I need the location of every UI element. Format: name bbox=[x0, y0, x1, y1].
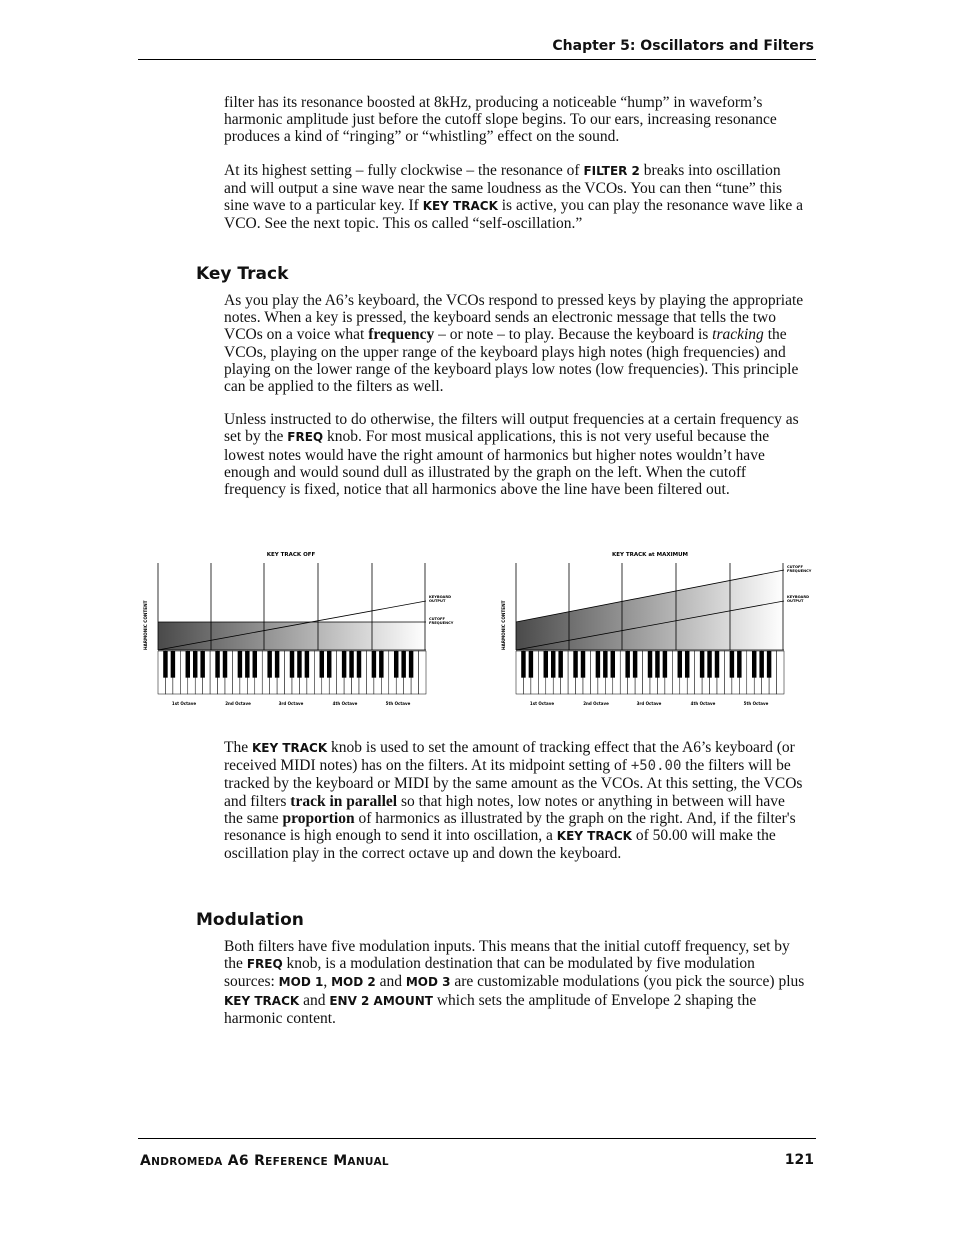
right-octave-2: 2nd Octave bbox=[583, 701, 609, 706]
black-key bbox=[544, 651, 548, 678]
right-octave-1: 1st Octave bbox=[529, 701, 555, 706]
lcd-value: +50.00 bbox=[630, 758, 682, 775]
black-key bbox=[737, 651, 741, 678]
black-key bbox=[342, 651, 346, 678]
black-key bbox=[193, 651, 197, 678]
black-key bbox=[767, 651, 771, 678]
black-key bbox=[357, 651, 361, 678]
black-key bbox=[349, 651, 353, 678]
modulation-section bbox=[224, 938, 806, 1043]
right-harmonic-area bbox=[516, 570, 784, 650]
black-key bbox=[678, 651, 682, 678]
black-key bbox=[715, 651, 719, 678]
mod2-key: MOD 2 bbox=[331, 975, 376, 990]
black-key bbox=[603, 651, 607, 678]
key-track-paragraph-3: The KEY TRACK knob is used to set the amount of tracking effect that the A6’s keyboard (or received MIDI notes) has on the filters. At its midpoint setting of +50.00 the filters will be tracked by the keyboard or MIDI by the same amount as the VCOs. At this setting, the VCOs and filters track in parallel so that high notes, low notes or anything in between will have the same proportion of harmonics as illustrated by the graph on the right. And, if the filter's resonance is high enough to send it into oscillation, a KEY TRACK of 50.00 will make the oscillation play in the correct octave up and down the keyboard. bbox=[224, 739, 803, 863]
black-key bbox=[529, 651, 533, 678]
black-key bbox=[238, 651, 242, 678]
key-track-section-top bbox=[224, 292, 806, 514]
black-key bbox=[290, 651, 294, 678]
black-key bbox=[573, 651, 577, 678]
right-octave-3: 3rd Octave bbox=[636, 701, 662, 706]
header-rule bbox=[138, 59, 816, 60]
white-key bbox=[777, 651, 784, 694]
white-key bbox=[419, 651, 426, 694]
keytrack-key-1: KEY TRACK bbox=[251, 741, 328, 755]
black-key bbox=[633, 651, 637, 678]
key-track-heading: Key Track bbox=[196, 264, 289, 284]
key-track-off-graph bbox=[140, 545, 460, 710]
right-octave-4: 4th Octave bbox=[690, 701, 716, 706]
left-octave-3: 3rd Octave bbox=[278, 701, 304, 706]
intro-paragraph-1: filter has its resonance boosted at 8kHz, producing a noticeable “hump” in waveform’s harmonic amplitude just before the cutoff slope begins. To our ears, increasing resonance produces a kind of “ringing” or “whistling” effect on the sound. bbox=[224, 94, 777, 146]
key-track-max-svg bbox=[498, 545, 818, 710]
black-key bbox=[327, 651, 331, 678]
black-key bbox=[655, 651, 659, 678]
manual-title: ANDROMEDA A6 REFERENCE MANUAL bbox=[140, 1153, 389, 1169]
key-track-off-svg bbox=[140, 545, 460, 710]
black-key bbox=[200, 651, 204, 678]
black-key bbox=[521, 651, 525, 678]
black-key bbox=[372, 651, 376, 678]
black-key bbox=[223, 651, 227, 678]
chapter-title: Chapter 5: Oscillators and Filters bbox=[552, 38, 814, 54]
left-ylabel: HARMONIC CONTENT bbox=[143, 600, 148, 650]
black-key bbox=[297, 651, 301, 678]
modulation-heading: Modulation bbox=[196, 910, 304, 930]
black-key bbox=[558, 651, 562, 678]
page-number: 121 bbox=[784, 1152, 814, 1168]
black-key bbox=[401, 651, 405, 678]
left-label-keyboard: KEYBOARD OUTPUT bbox=[429, 595, 452, 603]
right-octave-5: 5th Octave bbox=[743, 701, 769, 706]
black-key bbox=[163, 651, 167, 678]
right-label-keyboard: KEYBOARD OUTPUT bbox=[787, 595, 810, 603]
black-key bbox=[275, 651, 279, 678]
filter2-key: FILTER 2 bbox=[583, 163, 640, 178]
black-key bbox=[245, 651, 249, 678]
black-key bbox=[305, 651, 309, 678]
black-key bbox=[663, 651, 667, 678]
left-octave-2: 2nd Octave bbox=[225, 701, 251, 706]
right-graph-title: KEY TRACK at MAXIMUM bbox=[611, 552, 689, 558]
black-key bbox=[707, 651, 711, 678]
black-key bbox=[215, 651, 219, 678]
mod1-key: MOD 1 bbox=[278, 975, 324, 990]
black-key bbox=[186, 651, 190, 678]
footer-rule bbox=[138, 1138, 816, 1139]
left-octave-1: 1st Octave bbox=[171, 701, 197, 706]
left-harmonic-area bbox=[158, 622, 426, 650]
freq-key-mod: FREQ bbox=[246, 957, 283, 972]
black-key bbox=[581, 651, 585, 678]
black-key bbox=[551, 651, 555, 678]
right-keyboard bbox=[516, 651, 784, 694]
black-key bbox=[611, 651, 615, 678]
black-key bbox=[685, 651, 689, 678]
key-track-max-graph bbox=[498, 545, 818, 710]
key-track-paragraph-2: Unless instructed to do otherwise, the filters will output frequencies at a certain frequency as set by the FREQ knob. For most musical applications, this is not very useful because the lowest notes would have the right amount of harmonics but higher notes wouldn’t have enough and would sound dull as illustrated by the graph on the left. When the cutoff frequency is fixed, notice that all harmonics above the line have been filtered out. bbox=[224, 411, 799, 499]
left-graph-title: KEY TRACK OFF bbox=[266, 552, 316, 558]
black-key bbox=[648, 651, 652, 678]
black-key bbox=[171, 651, 175, 678]
left-octave-4: 4th Octave bbox=[332, 701, 358, 706]
black-key bbox=[379, 651, 383, 678]
right-label-cutoff: CUTOFF FREQUENCY bbox=[787, 565, 812, 573]
env2-amount-key: ENV 2 AMOUNT bbox=[329, 993, 433, 1008]
keytrack-key-mod: KEY TRACK bbox=[224, 993, 300, 1008]
left-label-cutoff: CUTOFF FREQUENCY bbox=[429, 617, 454, 625]
black-key bbox=[596, 651, 600, 678]
black-key bbox=[625, 651, 629, 678]
black-key bbox=[253, 651, 257, 678]
keytrack-key-2: KEY TRACK bbox=[556, 829, 632, 844]
black-key bbox=[759, 651, 763, 678]
black-key bbox=[394, 651, 398, 678]
black-key bbox=[409, 651, 413, 678]
key-track-section-bottom bbox=[224, 739, 806, 878]
left-octave-5: 5th Octave bbox=[385, 701, 411, 706]
black-key bbox=[752, 651, 756, 678]
intro-paragraph-2: At its highest setting – fully clockwise – the resonance of FILTER 2 breaks into oscillation and will output a sine wave near the same loudness as the VCOs. You can then “tune” this sine wave to a particular key. If KEY TRACK is active, you can play the resonance wave like a VCO. See the next topic. This os called “self-oscillation.” bbox=[224, 161, 804, 233]
modulation-paragraph: Both filters have five modulation inputs. This means that the initial cutoff frequency, set by the FREQ knob, is a modulation destination that can be modulated by five modulation sources: MOD 1, MOD 2 and MOD 3 are customizable modulations (you pick the source) plus KEY TRACK and ENV 2 AMOUNT which sets the amplitude of Envelope 2 shaping the harmonic content. bbox=[224, 938, 805, 1027]
left-keyboard bbox=[158, 651, 426, 694]
black-key bbox=[700, 651, 704, 678]
black-key bbox=[730, 651, 734, 678]
freq-key: FREQ bbox=[287, 430, 324, 445]
intro-section bbox=[224, 94, 806, 248]
keytrack-key: KEY TRACK bbox=[422, 199, 498, 214]
key-track-paragraph-1: As you play the A6’s keyboard, the VCOs respond to pressed keys by playing the appropriate notes. When a key is pressed, the keyboard sends an electronic message that tells the two VCOs on a voice what frequency – or note – to play. Because the keyboard is tracking the VCOs, playing on the upper range of the keyboard plays high notes (high frequencies) and playing on the lower range of the keyboard plays low notes (low frequencies). This principle can be applied to the filters as well. bbox=[224, 292, 804, 396]
right-ylabel: HARMONIC CONTENT bbox=[501, 600, 506, 650]
black-key bbox=[267, 651, 271, 678]
black-key bbox=[320, 651, 324, 678]
mod3-key: MOD 3 bbox=[405, 975, 451, 990]
